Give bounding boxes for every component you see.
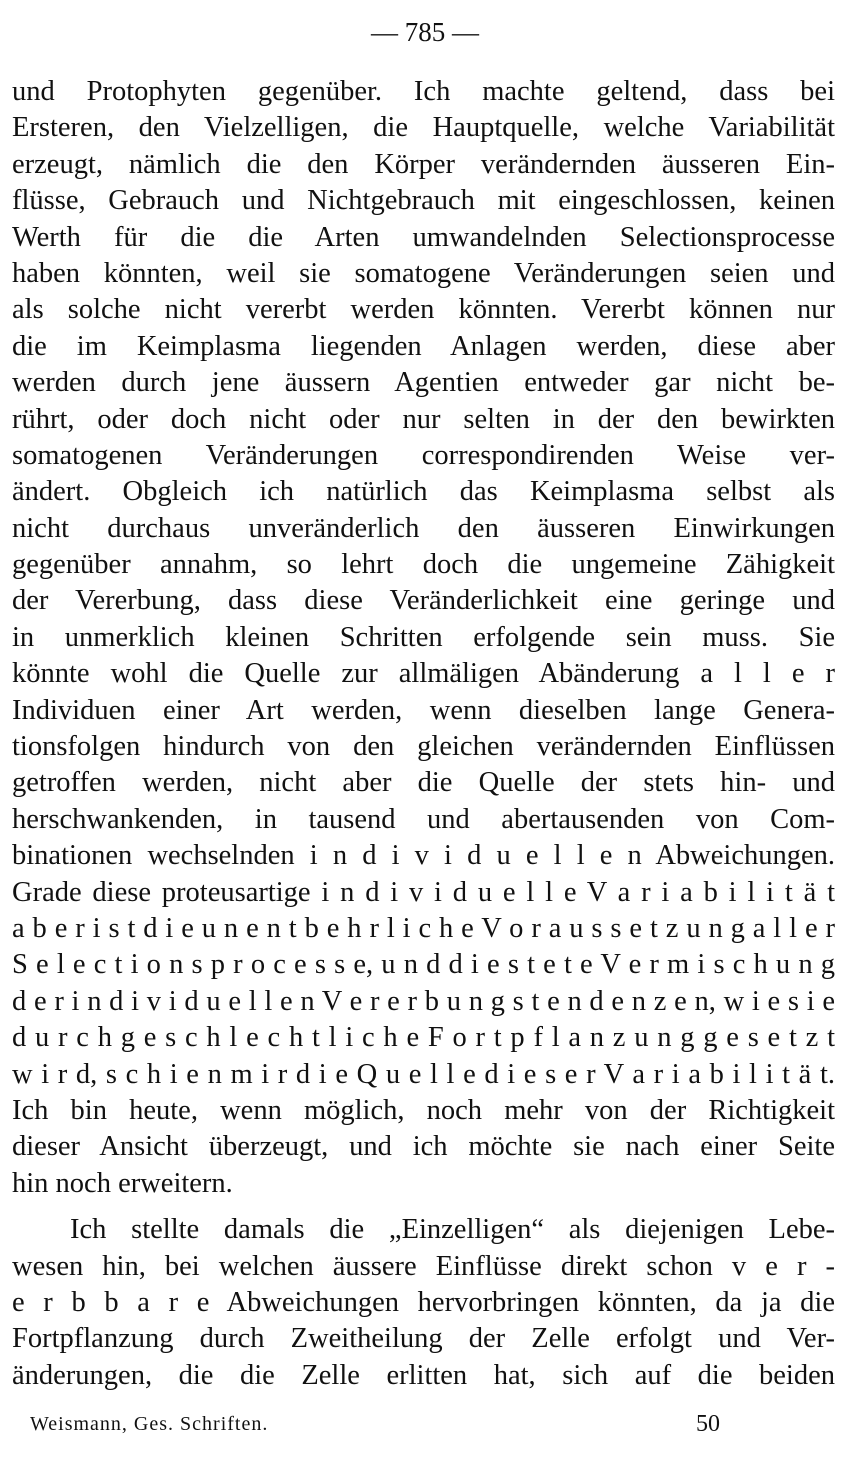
text-line: Werth für die die Arten umwandelnden Selectionsprocesse xyxy=(12,221,835,253)
page-number: — 785 — xyxy=(371,17,479,47)
text-line: Ich stellte damals die „Einzelligen“ als diejenigen Lebe- xyxy=(70,1214,835,1246)
text-line: der Vererbung, dass diese Veränderlichkeit eine geringe und xyxy=(12,585,835,617)
text-line: d u r c h g e s c h l e c h t l i c h e F o r t p f l a n z u n g g e s e t z t xyxy=(12,1022,835,1054)
text-line: e r b b a r e Abweichungen hervorbringen könnten, da ja die xyxy=(12,1286,835,1318)
text-line: erzeugt, nämlich die den Körper verändernden äusseren Ein- xyxy=(12,148,835,180)
text-line: d e r i n d i v i d u e l l e n V e r e r b u n g s t e n d e n z e n, w i e s i e xyxy=(12,985,835,1017)
text-line: Fortpflanzung durch Zweitheilung der Zelle erfolgt und Ver- xyxy=(12,1323,835,1355)
text-line: Ich bin heute, wenn möglich, noch mehr von der Richtigkeit xyxy=(12,1094,835,1126)
text-line: Individuen einer Art werden, wenn dieselben lange Genera- xyxy=(12,694,835,726)
text-line: ändert. Obgleich ich natürlich das Keimplasma selbst als xyxy=(12,476,835,508)
page-header xyxy=(0,14,850,50)
text-line: w i r d, s c h i e n m i r d i e Q u e l l e d i e s e r V a r i a b i l i t ä t. xyxy=(12,1058,835,1090)
text-line: rührt, oder doch nicht oder nur selten in der den bewirkten xyxy=(12,403,835,435)
text-line: werden durch jene äussern Agentien entweder gar nicht be- xyxy=(12,367,835,399)
text-line: gegenüber annahm, so lehrt doch die ungemeine Zähigkeit xyxy=(12,549,835,581)
footer-author-line: Weismann, Ges. Schriften. xyxy=(30,1413,269,1435)
footer-signature: 50 xyxy=(696,1411,720,1437)
text-line: flüsse, Gebrauch und Nichtgebrauch mit eingeschlossen, keinen xyxy=(12,185,835,217)
text-line: S e l e c t i o n s p r o c e s s e, u n d d i e s t e t e V e r m i s c h u n g xyxy=(12,949,835,981)
text-line: nicht durchaus unveränderlich den äusseren Einwirkungen xyxy=(12,512,835,544)
text-line: könnte wohl die Quelle zur allmäligen Abänderung a l l e r xyxy=(12,658,835,690)
text-line: binationen wechselnden i n d i v i d u e l l e n Abweichungen. xyxy=(12,840,835,872)
text-line: als solche nicht vererbt werden könnten. Vererbt können nur xyxy=(12,294,835,326)
text-line: wesen hin, bei welchen äussere Einflüsse direkt schon v e r - xyxy=(12,1250,835,1282)
text-line: tionsfolgen hindurch von den gleichen verändernden Einflüssen xyxy=(12,731,835,763)
paragraph-1 xyxy=(12,74,835,1202)
text-line: haben könnten, weil sie somatogene Veränderungen seien und xyxy=(12,257,835,289)
text-line: in unmerklich kleinen Schritten erfolgende sein muss. Sie xyxy=(12,621,835,653)
text-line: herschwankenden, in tausend und abertausenden von Com- xyxy=(12,803,835,835)
text-line: Grade diese proteusartige i n d i v i d u e l l e V a r i a b i l i t ä t xyxy=(12,876,835,908)
text-line: Ersteren, den Vielzelligen, die Hauptquelle, welche Variabilität xyxy=(12,112,835,144)
text-line: somatogenen Veränderungen correspondirenden Weise ver- xyxy=(12,439,835,471)
text-line: getroffen werden, nicht aber die Quelle der stets hin- und xyxy=(12,767,835,799)
paragraph-gap xyxy=(12,1202,835,1212)
text-line: dieser Ansicht überzeugt, und ich möchte sie nach einer Seite xyxy=(12,1131,835,1163)
text-line: hin noch erweitern. xyxy=(12,1167,233,1199)
text-line: die im Keimplasma liegenden Anlagen werden, diese aber xyxy=(12,330,835,362)
text-line: a b e r i s t d i e u n e n t b e h r l i c h e V o r a u s s e t z u n g a l l e r xyxy=(12,912,835,944)
page-body xyxy=(12,74,835,1394)
text-line: und Protophyten gegenüber. Ich machte geltend, dass bei xyxy=(12,76,835,107)
text-line: änderungen, die die Zelle erlitten hat, sich auf die beiden xyxy=(12,1359,835,1391)
paragraph-2 xyxy=(12,1212,835,1394)
